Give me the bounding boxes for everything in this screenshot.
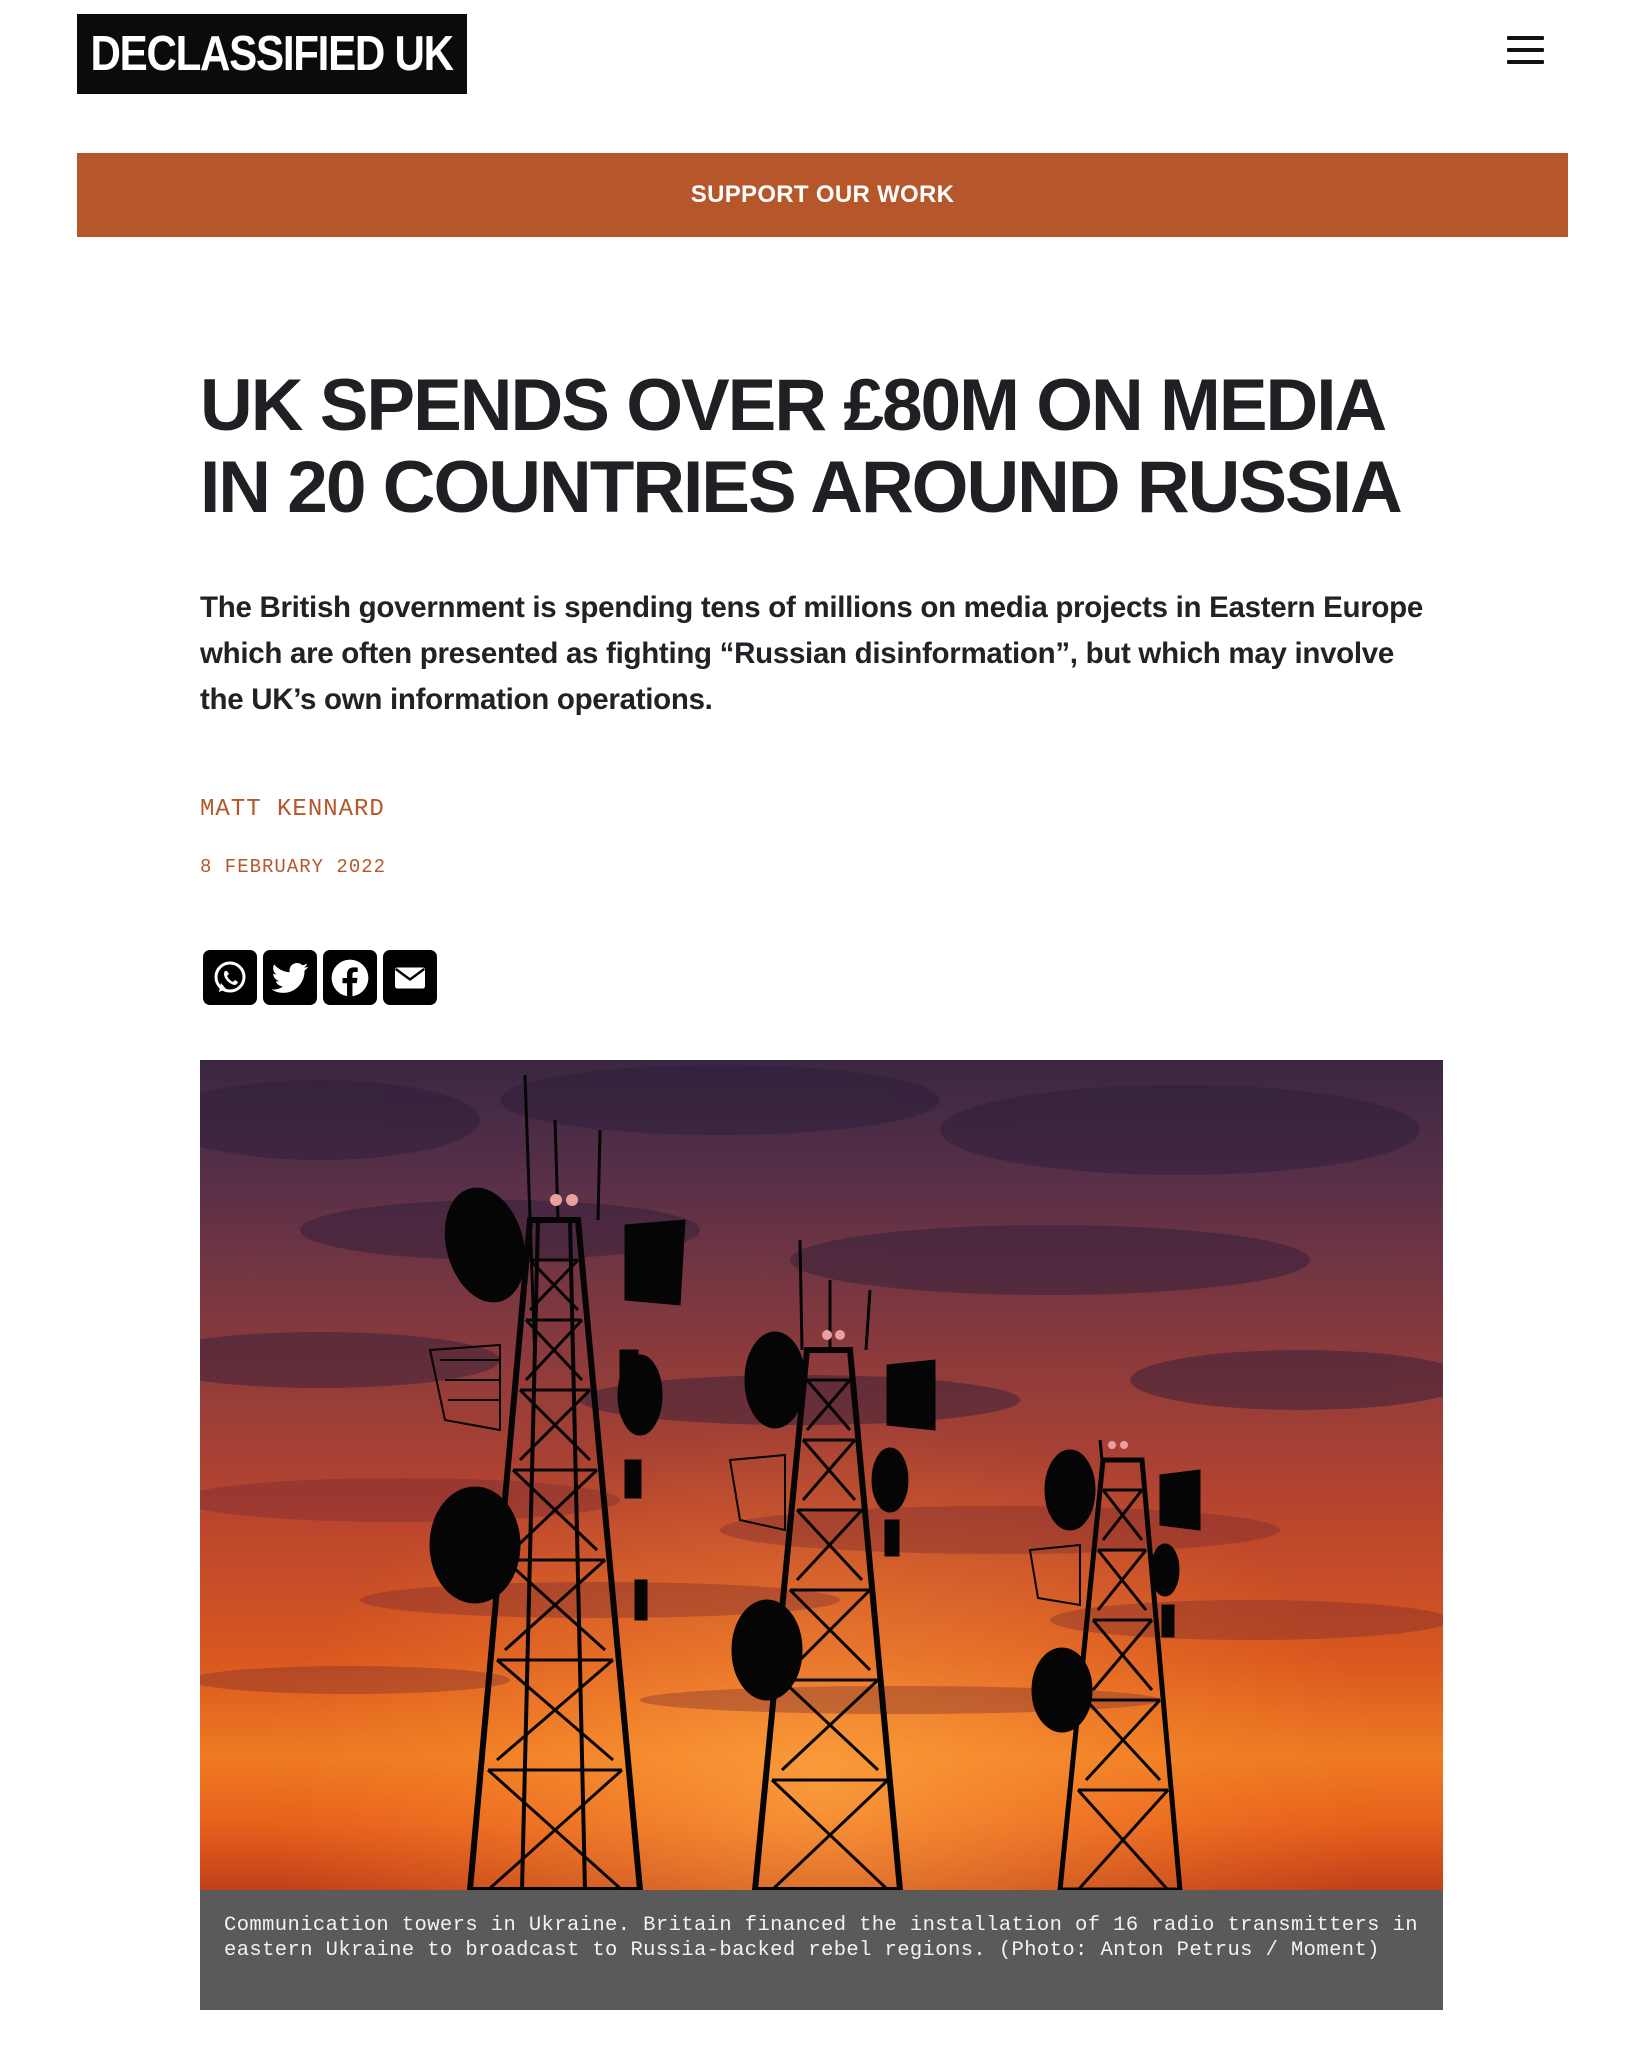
twitter-share-button[interactable]	[263, 950, 317, 1005]
email-share-button[interactable]	[383, 950, 437, 1005]
hamburger-menu-icon[interactable]	[1504, 30, 1548, 70]
facebook-icon	[329, 957, 371, 999]
support-button-label: SUPPORT OUR WORK	[690, 181, 955, 208]
email-icon	[392, 960, 428, 996]
article-standfirst: The British government is spending tens of millions on media projects in Eastern Europe which are often presented as fighting “Russian disinformation”, but which may involve the UK’s own information operations.	[200, 591, 1423, 716]
article-headline: UK SPENDS OVER £80M ON MEDIA IN 20 COUNTRIES AROUND RUSSIA	[200, 365, 1401, 528]
facebook-share-button[interactable]	[323, 950, 377, 1005]
support-our-work-button[interactable]	[77, 153, 1568, 237]
whatsapp-icon	[210, 958, 250, 998]
share-buttons	[203, 950, 437, 1006]
logo-text: DECLASSIFIED UK	[90, 27, 454, 81]
whatsapp-share-button[interactable]	[203, 950, 257, 1005]
twitter-icon	[270, 958, 310, 998]
image-caption: Communication towers in Ukraine. Britain financed the installation of 16 radio transmitters in eastern Ukraine to broadcast to Russia-backed rebel regions. (Photo: Anton Petrus / Moment)	[200, 1890, 1443, 2010]
site-logo[interactable]	[77, 14, 467, 94]
author-link[interactable]: MATT KENNARD	[200, 796, 385, 823]
hero-image	[200, 1060, 1443, 1890]
site-header	[0, 0, 1652, 120]
publish-date: 8 FEBRUARY 2022	[200, 856, 387, 878]
